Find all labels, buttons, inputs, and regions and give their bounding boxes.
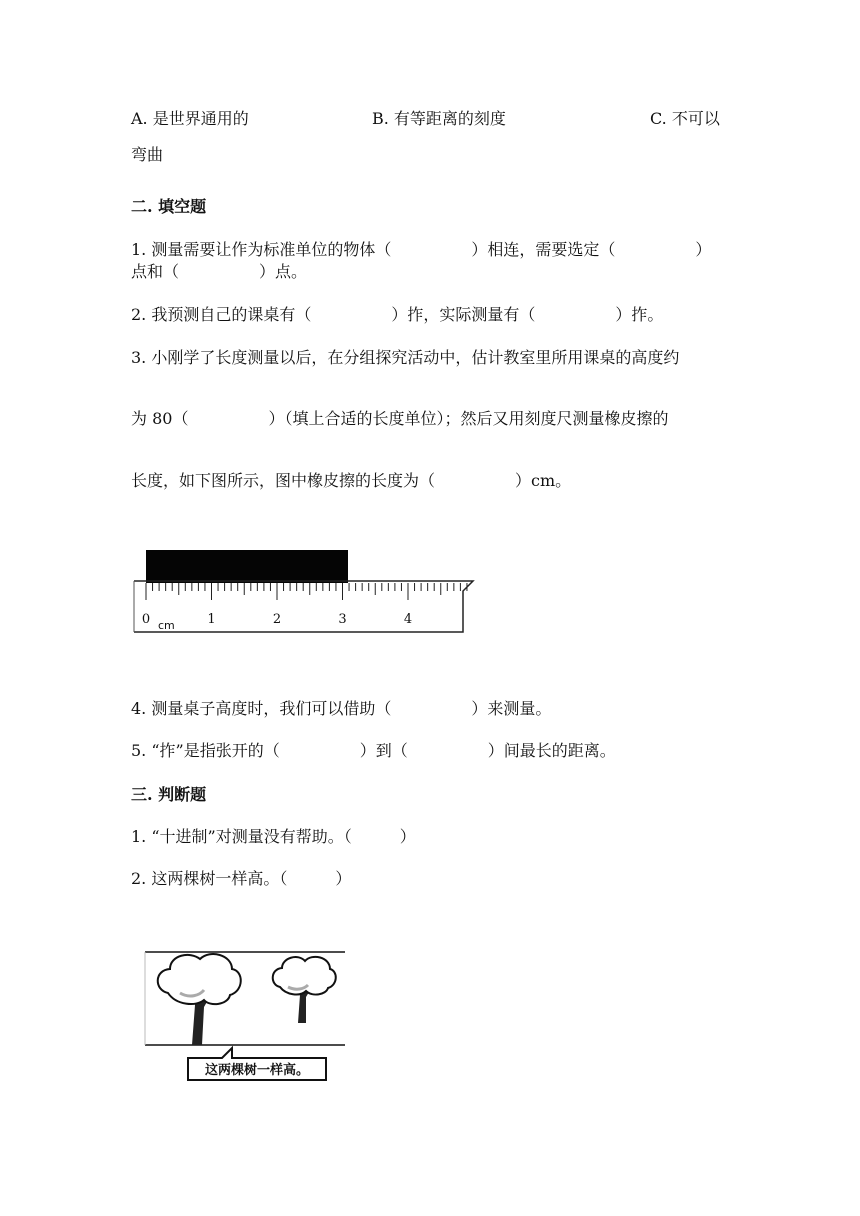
option-c: C. 不可以: [650, 109, 720, 128]
question-2-2: 2. 我预测自己的课桌有（ ）拃，实际测量有（ ）拃。: [131, 305, 664, 324]
question-3-1: 1. “十进制”对测量没有帮助。（ ）: [131, 827, 416, 846]
question-2-3-line1: 3. 小刚学了长度测量以后，在分组探究活动中，估计教室里所用课桌的高度约: [131, 348, 680, 367]
ruler-label: 4: [403, 612, 413, 627]
question-2-1-line2: 点和（ ）点。: [131, 262, 308, 281]
tree-left-icon: [158, 954, 241, 1045]
ruler-unit: cm: [158, 619, 175, 632]
option-c-continued: 弯曲: [131, 145, 164, 164]
ruler-label: 1: [207, 612, 216, 627]
ruler-figure: [130, 545, 480, 640]
question-2-5: 5. “拃”是指张开的（ ）到（ ）间最长的距离。: [131, 741, 616, 760]
trees-figure: [140, 945, 350, 1085]
eraser: [146, 550, 348, 583]
ruler-label: 0: [141, 612, 151, 627]
question-2-4: 4. 测量桌子高度时，我们可以借助（ ）来测量。: [131, 699, 552, 718]
ruler-label: 3: [338, 612, 347, 627]
question-2-1-line1: 1. 测量需要让作为标准单位的物体（ ）相连，需要选定（ ）: [131, 240, 712, 259]
ruler-ticks: [146, 583, 467, 600]
option-b: B. 有等距离的刻度: [372, 109, 506, 128]
ruler-svg: [130, 545, 480, 640]
ruler-label: 2: [272, 612, 282, 627]
section-title-fill-blank: 二. 填空题: [131, 197, 207, 216]
option-a: A. 是世界通用的: [131, 109, 249, 128]
question-3-2: 2. 这两棵树一样高。（ ）: [131, 869, 352, 888]
ruler-labels: [142, 612, 412, 632]
section-title-judgement: 三. 判断题: [131, 785, 207, 804]
question-2-3-line2: 为 80（ ）（填上合适的长度单位）；然后又用刻度尺测量橡皮擦的: [131, 409, 669, 428]
tree-caption: 这两棵树一样高。: [204, 1063, 310, 1078]
tree-right-icon: [273, 957, 336, 1023]
trees-svg: [140, 945, 350, 1085]
question-2-3-line3: 长度，如下图所示，图中橡皮擦的长度为（ ）cm。: [131, 471, 572, 490]
